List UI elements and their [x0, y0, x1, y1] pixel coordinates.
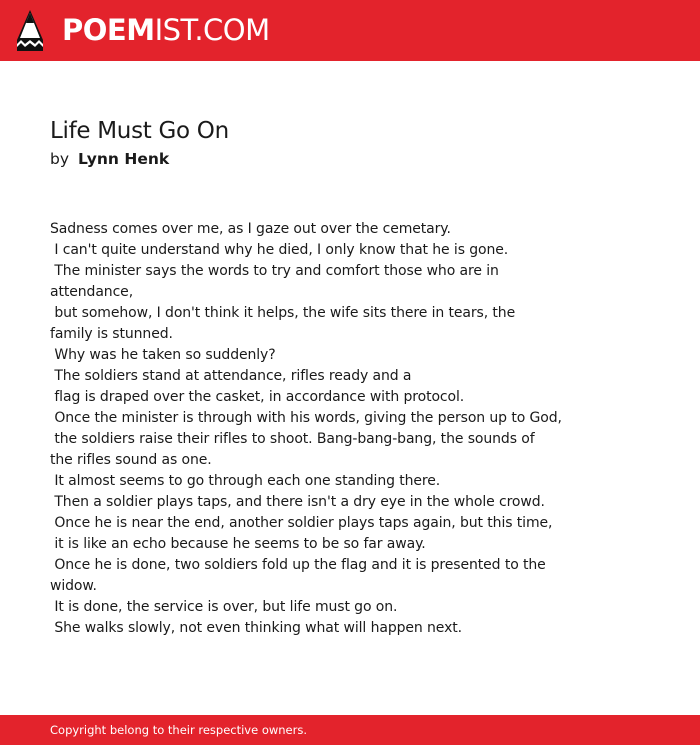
poem-line: the rifles sound as one.	[50, 452, 212, 468]
by-label: by	[50, 150, 70, 168]
poem-line: the soldiers raise their rifles to shoot. Bang-bang-bang, the sounds of	[50, 431, 535, 447]
site-logo[interactable]	[62, 13, 270, 47]
byline	[50, 149, 169, 169]
poem-line: but somehow, I don't think it helps, the wife sits there in tears, the	[50, 305, 516, 321]
poem-line: Once he is near the end, another soldier plays taps again, but this time,	[50, 515, 553, 531]
poem-title: Life Must Go On	[50, 118, 229, 144]
author-name[interactable]: Lynn Henk	[77, 150, 170, 168]
poem-line: She walks slowly, not even thinking what will happen next.	[50, 620, 463, 636]
poem-line: The soldiers stand at attendance, rifles ready and a	[50, 368, 412, 384]
poem-line: Once he is done, two soldiers fold up the flag and it is presented to the	[50, 557, 546, 573]
copyright-text: Copyright belong to their respective owners.	[50, 723, 308, 737]
pencil-icon[interactable]	[17, 10, 43, 51]
poem-line: Then a soldier plays taps, and there isn't a dry eye in the whole crowd.	[50, 494, 545, 510]
poem-line: family is stunned.	[50, 326, 173, 342]
poem-line: attendance,	[50, 284, 134, 300]
poem-line: The minister says the words to try and comfort those who are in	[50, 263, 499, 279]
poem-line: widow.	[50, 578, 97, 594]
site-footer	[0, 715, 700, 745]
logo-bold-text: POEM	[62, 13, 155, 47]
site-header	[0, 0, 700, 61]
poem-line: Once the minister is through with his words, giving the person up to God,	[50, 410, 562, 426]
poem-line: I can't quite understand why he died, I only know that he is gone.	[50, 242, 509, 258]
poem-line: it is like an echo because he seems to be so far away.	[50, 536, 426, 552]
poem-line: It is done, the service is over, but life must go on.	[50, 599, 398, 615]
poem-line: Why was he taken so suddenly?	[50, 347, 276, 363]
poem-line: flag is draped over the casket, in accordance with protocol.	[50, 389, 465, 405]
poem-line: It almost seems to go through each one standing there.	[50, 473, 441, 489]
poem-line: Sadness comes over me, as I gaze out over the cemetary.	[50, 221, 451, 237]
poem-body	[50, 219, 670, 639]
logo-light-text: IST.COM	[154, 13, 270, 47]
